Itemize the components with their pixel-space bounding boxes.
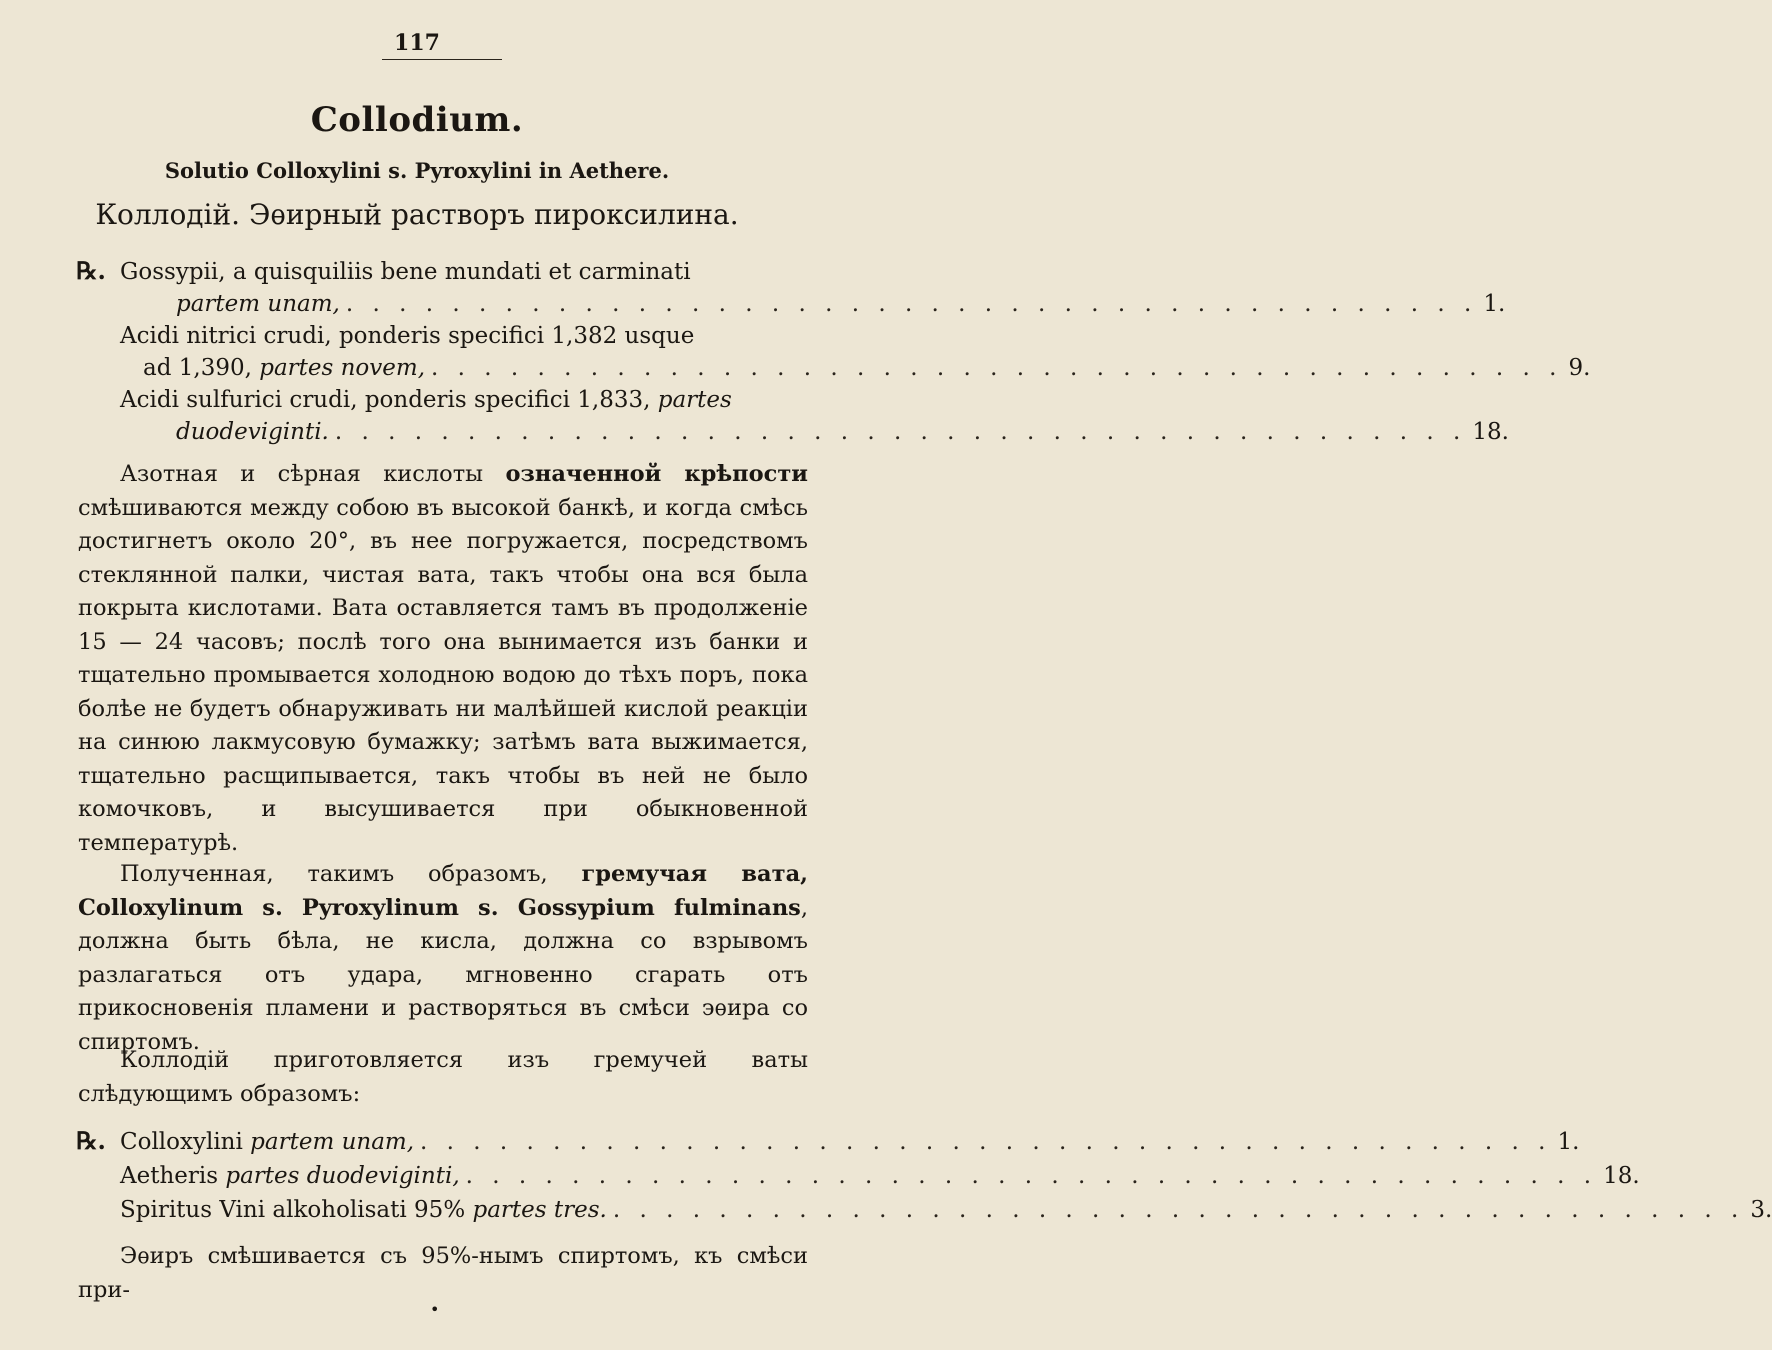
- recipe2-line2-lead: Aetheris: [120, 1163, 226, 1189]
- recipe1-line4-italic: partes novem,: [259, 355, 426, 381]
- russian-title: Коллодій. Эѳирный растворъ пироксилина.: [95, 198, 739, 231]
- recipe1-line3: Acidi nitrici crudi, ponderis specifici 1,382 usque: [120, 323, 695, 349]
- recipe1-line1: Gossypii, a quisquiliis bene mundati et carminati: [120, 259, 691, 285]
- recipe2-line1-qty: 1.: [1557, 1129, 1580, 1155]
- recipe2-line3-qty: 3.: [1750, 1197, 1772, 1223]
- recipe2-line2: Aetheris partes duodeviginti, . . . . . . . . . . . . . . . . . . . . . . . . . . . . . . . . . . . . . . . . . . . 18.: [120, 1160, 810, 1192]
- recipe1-line6-qty: 18.: [1472, 419, 1509, 445]
- recipe2-line1: Colloxylini partem unam, . . . . . . . . . . . . . . . . . . . . . . . . . . . . . . . . . . . . . . . . . . . 1.: [120, 1126, 810, 1158]
- para1-text-c: смѣшиваются между собою въ высокой банкѣ, и когда смѣсь достигнетъ около 20°, въ нее погружается, посредствомъ стеклянной палки, чистая вата, такъ чтобы она вся была покрыта кислотами. Вата оставляется тамъ въ продолженіе 15 — 24 часовъ; послѣ того она вынимается изъ банки и тщательно промывается холодною водою до тѣхъ поръ, пока болѣе не будетъ обнаруживать ни малѣйшей кислой реакціи на синюю лакмусовую бумажку; затѣмъ вата выжимается, тщательно расщипывается, такъ чтобы въ ней не было комочковъ, и высушивается при обыкновенной температурѣ.: [78, 494, 808, 856]
- recipe2-line1-lead: Colloxylini: [120, 1129, 251, 1155]
- recipe1-line5: [120, 384, 732, 416]
- section-subtitle: Solutio Colloxylini s. Pyroxylini in Aethere.: [164, 158, 670, 183]
- recipe1-line6-text: duodeviginti.: [176, 419, 329, 445]
- para2-bold: гремучая вата, Colloxylinum s. Pyroxylinum s. Gossypium fulminans: [78, 861, 808, 921]
- para1-text-a: Азотная и сѣрная кислоты: [120, 461, 506, 487]
- page-number: 117: [394, 30, 440, 56]
- recipe1-line5-lead: Acidi sulfurici crudi, ponderis specifici 1,833,: [120, 387, 658, 413]
- recipe2-line3-italic: partes tres.: [472, 1197, 607, 1223]
- recipe1-line6: duodeviginti. . . . . . . . . . . . . . . . . . . . . . . . . . . . . . . . . . . . . . . . . . . . 18.: [176, 416, 810, 448]
- recipe2-line3-lead: Spiritus Vini alkoholisati 95%: [120, 1197, 473, 1223]
- paragraph-4: Эѳиръ смѣшивается съ 95%-нымъ спиртомъ, къ смѣси при-: [78, 1243, 808, 1303]
- signature-mark: •: [430, 1300, 440, 1319]
- recipe2-line3: Spiritus Vini alkoholisati 95% partes tres. . . . . . . . . . . . . . . . . . . . . . . . . . . . . . . . . . . . . . . . . . . . 3.: [120, 1194, 810, 1226]
- paragraph-3: Коллодій приготовляется изъ гремучей ваты слѣдующимъ образомъ:: [78, 1047, 808, 1107]
- recipe1-line2-qty: 1.: [1483, 291, 1506, 317]
- recipe2-line2-qty: 18.: [1603, 1163, 1640, 1189]
- para2-text-c: , должна быть бѣла, не кисла, должна со взрывомъ разлагаться отъ удара, мгновенно сгарать отъ прикосновенія пламени и растворяться въ смѣси эѳира со спиртомъ.: [78, 894, 808, 1055]
- recipe1-line5-italic: partes: [657, 387, 732, 413]
- recipe1-line4: ad 1,390, partes novem, . . . . . . . . . . . . . . . . . . . . . . . . . . . . . . . . . . . . . . . . . . . 9.: [143, 352, 810, 384]
- paragraph-1: [78, 458, 808, 860]
- recipe1-line4-lead: ad 1,390,: [143, 355, 260, 381]
- header-rule: [382, 59, 502, 60]
- recipe2-line1-italic: partem unam,: [250, 1129, 415, 1155]
- section-title: Collodium.: [310, 100, 524, 140]
- recipe2-line2-italic: partes duodeviginti,: [225, 1163, 460, 1189]
- recipe1-line4-qty: 9.: [1568, 355, 1591, 381]
- para1-bold: означенной крѣпости: [505, 461, 808, 487]
- rx-symbol: ℞.: [76, 256, 106, 285]
- recipe1-line2: partem unam, . . . . . . . . . . . . . . . . . . . . . . . . . . . . . . . . . . . . . . . . . . . 1.: [176, 288, 810, 320]
- rx-symbol-2: ℞.: [76, 1126, 106, 1155]
- para2-text-a: Полученная, такимъ образомъ,: [120, 861, 582, 887]
- recipe1-line2-text: partem unam,: [176, 291, 340, 317]
- paragraph-2: [78, 858, 808, 1059]
